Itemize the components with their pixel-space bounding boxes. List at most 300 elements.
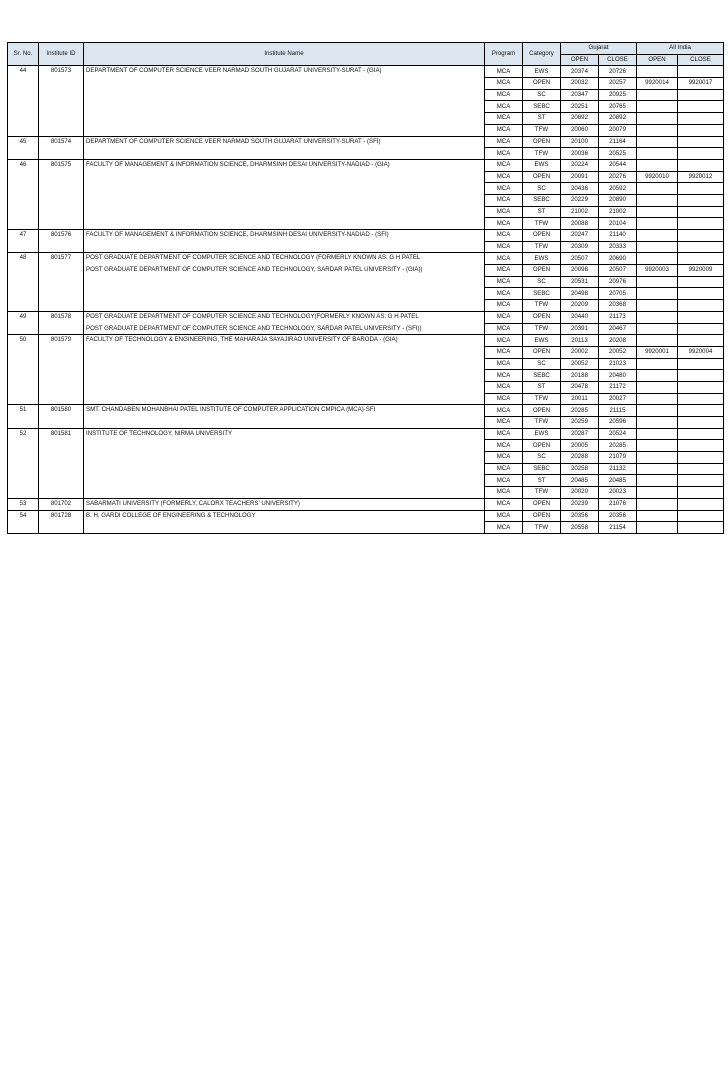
all-india-close-cell [678, 89, 724, 101]
gujarat-close-cell: 20592 [599, 183, 637, 195]
gujarat-open-cell: 20440 [561, 311, 599, 323]
gujarat-open-cell: 20032 [561, 78, 599, 90]
category-cell: OPEN [523, 265, 561, 277]
gujarat-open-cell: 20188 [561, 370, 599, 382]
all-india-close-cell [678, 136, 724, 148]
category-cell: TFW [523, 241, 561, 253]
institute-id-cell [39, 522, 84, 534]
institute-id-cell: 801579 [39, 335, 84, 347]
gujarat-close-cell: 20705 [599, 288, 637, 300]
table-row [8, 183, 724, 195]
institute-name-cell [84, 358, 485, 370]
sr-no-cell: 49 [8, 311, 39, 323]
all-india-open-cell: 9920001 [637, 346, 678, 358]
institute-id-cell [39, 183, 84, 195]
table-row [8, 171, 724, 183]
category-cell: OPEN [523, 510, 561, 522]
header-sr-no: Sr. No. [8, 43, 39, 66]
sr-no-cell [8, 124, 39, 136]
table-row [8, 265, 724, 277]
gujarat-close-cell: 20890 [599, 194, 637, 206]
all-india-open-cell [637, 288, 678, 300]
all-india-close-cell [678, 358, 724, 370]
gujarat-open-cell: 20002 [561, 346, 599, 358]
institute-name-cell [84, 300, 485, 312]
category-cell: OPEN [523, 311, 561, 323]
all-india-open-cell [637, 487, 678, 499]
table-row [8, 101, 724, 113]
institute-id-cell [39, 358, 84, 370]
gujarat-close-cell: 21154 [599, 522, 637, 534]
gujarat-close-cell: 20480 [599, 370, 637, 382]
institute-id-cell: 801574 [39, 136, 84, 148]
gujarat-open-cell: 20224 [561, 159, 599, 171]
all-india-close-cell [678, 159, 724, 171]
sr-no-cell: 45 [8, 136, 39, 148]
institute-id-cell [39, 487, 84, 499]
all-india-open-cell [637, 276, 678, 288]
institute-name-cell [84, 452, 485, 464]
sr-no-cell [8, 265, 39, 277]
category-cell: OPEN [523, 498, 561, 510]
all-india-open-cell [637, 159, 678, 171]
sr-no-cell [8, 241, 39, 253]
gujarat-close-cell: 20596 [599, 417, 637, 429]
table-row [8, 206, 724, 218]
institute-id-cell: 801580 [39, 405, 84, 417]
table-row [8, 498, 724, 510]
institute-name-cell [84, 276, 485, 288]
program-cell: MCA [485, 124, 523, 136]
gujarat-close-cell: 21023 [599, 358, 637, 370]
sr-no-cell [8, 183, 39, 195]
gujarat-open-cell: 20356 [561, 510, 599, 522]
institute-name-cell [84, 522, 485, 534]
category-cell: OPEN [523, 440, 561, 452]
sr-no-cell: 50 [8, 335, 39, 347]
gujarat-close-cell: 21079 [599, 452, 637, 464]
all-india-close-cell [678, 498, 724, 510]
program-cell: MCA [485, 78, 523, 90]
category-cell: OPEN [523, 78, 561, 90]
gujarat-open-cell: 20088 [561, 218, 599, 230]
all-india-close-cell [678, 487, 724, 499]
table-row [8, 159, 724, 171]
category-cell: TFW [523, 148, 561, 160]
institute-id-cell [39, 101, 84, 113]
category-cell: EWS [523, 159, 561, 171]
all-india-open-cell [637, 253, 678, 265]
gujarat-open-cell: 20309 [561, 241, 599, 253]
category-cell: TFW [523, 417, 561, 429]
all-india-open-cell [637, 311, 678, 323]
table-row [8, 300, 724, 312]
all-india-close-cell [678, 148, 724, 160]
gujarat-close-cell: 21172 [599, 381, 637, 393]
all-india-open-cell [637, 194, 678, 206]
gujarat-close-cell: 20104 [599, 218, 637, 230]
table-row [8, 522, 724, 534]
all-india-open-cell [637, 101, 678, 113]
gujarat-open-cell: 20478 [561, 381, 599, 393]
category-cell: TFW [523, 393, 561, 405]
institute-id-cell [39, 218, 84, 230]
table-row [8, 358, 724, 370]
gujarat-close-cell: 20690 [599, 253, 637, 265]
all-india-close-cell [678, 230, 724, 242]
institute-name-cell: POST GRADUATE DEPARTMENT OF COMPUTER SCIENCE AND TECHNOLOGY (FORMERLY KNOWN AS: G H PATEL [84, 253, 485, 265]
sr-no-cell [8, 78, 39, 90]
institute-id-cell [39, 265, 84, 277]
program-cell: MCA [485, 66, 523, 78]
program-cell: MCA [485, 522, 523, 534]
all-india-close-cell: 9920004 [678, 346, 724, 358]
gujarat-open-cell: 20436 [561, 183, 599, 195]
gujarat-open-cell: 20391 [561, 323, 599, 335]
all-india-open-cell [637, 393, 678, 405]
program-cell: MCA [485, 89, 523, 101]
all-india-open-cell [637, 358, 678, 370]
all-india-open-cell [637, 206, 678, 218]
program-cell: MCA [485, 475, 523, 487]
all-india-close-cell [678, 417, 724, 429]
gujarat-close-cell: 20525 [599, 148, 637, 160]
all-india-close-cell [678, 300, 724, 312]
sr-no-cell: 51 [8, 405, 39, 417]
program-cell: MCA [485, 311, 523, 323]
all-india-open-cell [637, 498, 678, 510]
program-cell: MCA [485, 510, 523, 522]
table-row [8, 510, 724, 522]
institute-id-cell [39, 475, 84, 487]
all-india-open-cell [637, 136, 678, 148]
institute-name-cell [84, 241, 485, 253]
program-cell: MCA [485, 417, 523, 429]
program-cell: MCA [485, 498, 523, 510]
all-india-close-cell [678, 381, 724, 393]
table-row [8, 253, 724, 265]
gujarat-close-cell: 20544 [599, 159, 637, 171]
header-institute-name: Institute Name [84, 43, 485, 66]
all-india-close-cell: 9920012 [678, 171, 724, 183]
gujarat-open-cell: 20098 [561, 265, 599, 277]
category-cell: SEBC [523, 101, 561, 113]
institute-id-cell [39, 171, 84, 183]
gujarat-open-cell: 20036 [561, 148, 599, 160]
gujarat-open-cell: 20288 [561, 452, 599, 464]
gujarat-close-cell: 20726 [599, 66, 637, 78]
institute-id-cell [39, 89, 84, 101]
all-india-close-cell [678, 475, 724, 487]
institute-name-cell: POST GRADUATE DEPARTMENT OF COMPUTER SCIENCE AND TECHNOLOGY, SARDAR PATEL UNIVERSITY - (SFI)) [84, 323, 485, 335]
institute-name-cell [84, 78, 485, 90]
category-cell: EWS [523, 335, 561, 347]
sr-no-cell [8, 463, 39, 475]
gujarat-open-cell: 20091 [561, 171, 599, 183]
all-india-open-cell: 9920014 [637, 78, 678, 90]
all-india-close-cell [678, 323, 724, 335]
category-cell: SC [523, 452, 561, 464]
category-cell: SC [523, 358, 561, 370]
gujarat-open-cell: 20558 [561, 522, 599, 534]
all-india-open-cell [637, 417, 678, 429]
all-india-open-cell [637, 113, 678, 125]
all-india-open-cell [637, 89, 678, 101]
institute-name-cell: B. H. GARDI COLLEGE OF ENGINEERING & TECHNOLOGY [84, 510, 485, 522]
all-india-close-cell: 9920009 [678, 265, 724, 277]
all-india-open-cell [637, 475, 678, 487]
sr-no-cell: 44 [8, 66, 39, 78]
institute-id-cell [39, 346, 84, 358]
category-cell: ST [523, 206, 561, 218]
table-row [8, 475, 724, 487]
institute-name-cell: SABARMATI UNIVERSITY (FORMERLY, CALORX TEACHERS' UNIVERSITY) [84, 498, 485, 510]
gujarat-close-cell: 20276 [599, 171, 637, 183]
category-cell: TFW [523, 522, 561, 534]
institute-name-cell: FACULTY OF MANAGEMENT & INFORMATION SCIENCE, DHARMSINH DESAI UNIVERSITY-NADIAD - (SFI) [84, 230, 485, 242]
sr-no-cell [8, 358, 39, 370]
category-cell: OPEN [523, 405, 561, 417]
gujarat-close-cell: 21132 [599, 463, 637, 475]
program-cell: MCA [485, 452, 523, 464]
sr-no-cell [8, 101, 39, 113]
institute-id-cell [39, 276, 84, 288]
table-row [8, 346, 724, 358]
sr-no-cell [8, 487, 39, 499]
gujarat-open-cell: 20287 [561, 428, 599, 440]
institute-name-cell [84, 288, 485, 300]
all-india-open-cell [637, 370, 678, 382]
program-cell: MCA [485, 218, 523, 230]
gujarat-open-cell: 20011 [561, 393, 599, 405]
all-india-open-cell [637, 510, 678, 522]
gujarat-open-cell: 21002 [561, 206, 599, 218]
table-row [8, 405, 724, 417]
sr-no-cell [8, 288, 39, 300]
all-india-close-cell [678, 113, 724, 125]
institute-id-cell: 801577 [39, 253, 84, 265]
category-cell: ST [523, 475, 561, 487]
category-cell: EWS [523, 253, 561, 265]
category-cell: TFW [523, 300, 561, 312]
institute-id-cell [39, 194, 84, 206]
category-cell: TFW [523, 323, 561, 335]
program-cell: MCA [485, 440, 523, 452]
gujarat-open-cell: 20507 [561, 253, 599, 265]
gujarat-open-cell: 20209 [561, 300, 599, 312]
sr-no-cell [8, 522, 39, 534]
all-india-close-cell [678, 206, 724, 218]
sr-no-cell [8, 171, 39, 183]
institute-id-cell [39, 440, 84, 452]
institute-id-cell [39, 393, 84, 405]
program-cell: MCA [485, 323, 523, 335]
gujarat-close-cell: 21115 [599, 405, 637, 417]
table-row [8, 463, 724, 475]
table-row [8, 440, 724, 452]
program-cell: MCA [485, 393, 523, 405]
category-cell: OPEN [523, 136, 561, 148]
program-cell: MCA [485, 265, 523, 277]
gujarat-open-cell: 20239 [561, 498, 599, 510]
institute-id-cell [39, 124, 84, 136]
gujarat-open-cell: 20052 [561, 358, 599, 370]
institute-id-cell [39, 206, 84, 218]
institute-name-cell [84, 124, 485, 136]
sr-no-cell [8, 440, 39, 452]
program-cell: MCA [485, 300, 523, 312]
gujarat-close-cell: 21173 [599, 311, 637, 323]
sr-no-cell [8, 206, 39, 218]
gujarat-close-cell: 20023 [599, 487, 637, 499]
gujarat-close-cell: 20976 [599, 276, 637, 288]
category-cell: TFW [523, 487, 561, 499]
institute-id-cell: 801728 [39, 510, 84, 522]
table-row [8, 311, 724, 323]
gujarat-close-cell: 20925 [599, 89, 637, 101]
all-india-open-cell: 9920003 [637, 265, 678, 277]
gujarat-open-cell: 20020 [561, 487, 599, 499]
sr-no-cell [8, 346, 39, 358]
table-row [8, 230, 724, 242]
all-india-close-cell [678, 440, 724, 452]
institute-name-cell: DEPARTMENT OF COMPUTER SCIENCE VEER NARMAD SOUTH GUJARAT UNIVERSITY-SURAT - (GIA) [84, 66, 485, 78]
all-india-open-cell [637, 300, 678, 312]
sr-no-cell [8, 276, 39, 288]
program-cell: MCA [485, 335, 523, 347]
gujarat-close-cell: 20507 [599, 265, 637, 277]
category-cell: TFW [523, 218, 561, 230]
sr-no-cell: 54 [8, 510, 39, 522]
gujarat-close-cell: 21076 [599, 498, 637, 510]
program-cell: MCA [485, 288, 523, 300]
institute-name-cell [84, 171, 485, 183]
institute-id-cell [39, 300, 84, 312]
all-india-open-cell [637, 183, 678, 195]
gujarat-open-cell: 20005 [561, 440, 599, 452]
institute-name-cell: POST GRADUATE DEPARTMENT OF COMPUTER SCIENCE AND TECHNOLOGY, SARDAR PATEL UNIVERSITY - (GIA)) [84, 265, 485, 277]
sr-no-cell: 52 [8, 428, 39, 440]
category-cell: SEBC [523, 288, 561, 300]
gujarat-open-cell: 20113 [561, 335, 599, 347]
gujarat-close-cell: 20368 [599, 300, 637, 312]
category-cell: TFW [523, 124, 561, 136]
program-cell: MCA [485, 428, 523, 440]
all-india-close-cell [678, 183, 724, 195]
program-cell: MCA [485, 136, 523, 148]
category-cell: SEBC [523, 194, 561, 206]
gujarat-close-cell: 20356 [599, 510, 637, 522]
category-cell: SC [523, 89, 561, 101]
header-gujarat-close: CLOSE [599, 54, 637, 66]
sr-no-cell [8, 218, 39, 230]
gujarat-close-cell: 20892 [599, 113, 637, 125]
institute-id-cell: 801581 [39, 428, 84, 440]
all-india-open-cell [637, 463, 678, 475]
gujarat-close-cell: 20467 [599, 323, 637, 335]
header-gujarat-open: OPEN [561, 54, 599, 66]
program-cell: MCA [485, 463, 523, 475]
all-india-close-cell [678, 241, 724, 253]
all-india-open-cell [637, 230, 678, 242]
institute-id-cell [39, 323, 84, 335]
all-india-close-cell [678, 101, 724, 113]
institute-name-cell [84, 346, 485, 358]
institute-name-cell [84, 475, 485, 487]
table-row [8, 335, 724, 347]
institute-id-cell [39, 288, 84, 300]
institute-name-cell [84, 440, 485, 452]
institute-name-cell: DEPARTMENT OF COMPUTER SCIENCE VEER NARMAD SOUTH GUJARAT UNIVERSITY-SURAT - (SFI) [84, 136, 485, 148]
all-india-close-cell: 9920017 [678, 78, 724, 90]
institute-name-cell [84, 206, 485, 218]
program-cell: MCA [485, 171, 523, 183]
institute-id-cell: 801702 [39, 498, 84, 510]
gujarat-open-cell: 20531 [561, 276, 599, 288]
institute-name-cell: POST GRADUATE DEPARTMENT OF COMPUTER SCIENCE AND TECHNOLOGY(FORMERLY KNOWN AS: G H PATEL [84, 311, 485, 323]
all-india-close-cell [678, 276, 724, 288]
gujarat-close-cell: 20027 [599, 393, 637, 405]
gujarat-close-cell: 20285 [599, 440, 637, 452]
sr-no-cell [8, 452, 39, 464]
all-india-close-cell [678, 510, 724, 522]
gujarat-close-cell: 20485 [599, 475, 637, 487]
gujarat-open-cell: 20259 [561, 417, 599, 429]
all-india-open-cell [637, 241, 678, 253]
gujarat-close-cell: 20052 [599, 346, 637, 358]
table-body [8, 66, 724, 534]
sr-no-cell [8, 381, 39, 393]
institute-id-cell [39, 452, 84, 464]
table-row [8, 124, 724, 136]
gujarat-open-cell: 20285 [561, 405, 599, 417]
all-india-open-cell [637, 323, 678, 335]
all-india-open-cell [637, 522, 678, 534]
all-india-close-cell [678, 311, 724, 323]
table-row [8, 323, 724, 335]
program-cell: MCA [485, 194, 523, 206]
institute-id-cell: 801576 [39, 230, 84, 242]
institute-name-cell [84, 101, 485, 113]
table-row [8, 218, 724, 230]
institute-name-cell: SMT. CHANDABEN MOHANBHAI PATEL INSTITUTE OF COMPUTER APPLICATION CMPICA (MCA)-SFI [84, 405, 485, 417]
sr-no-cell [8, 475, 39, 487]
gujarat-close-cell: 20257 [599, 78, 637, 90]
category-cell: ST [523, 113, 561, 125]
category-cell: ST [523, 381, 561, 393]
all-india-open-cell [637, 440, 678, 452]
sr-no-cell [8, 300, 39, 312]
institute-id-cell [39, 417, 84, 429]
institute-name-cell [84, 183, 485, 195]
table-row [8, 78, 724, 90]
header-institute-id: Institute ID [39, 43, 84, 66]
sr-no-cell: 47 [8, 230, 39, 242]
table-row [8, 148, 724, 160]
gujarat-open-cell: 20251 [561, 101, 599, 113]
institute-name-cell: FACULTY OF MANAGEMENT & INFORMATION SCIENCE, DHARMSINH DESAI UNIVERSITY-NADIAD - (GIA) [84, 159, 485, 171]
institute-name-cell: FACULTY OF TECHNOLOGY & ENGINEERING, THE MAHARAJA SAYAJIRAO UNIVERSITY OF BARODA - (GIA) [84, 335, 485, 347]
table-row [8, 381, 724, 393]
category-cell: OPEN [523, 346, 561, 358]
institute-name-cell [84, 417, 485, 429]
header-all-india: All India [637, 43, 724, 55]
all-india-open-cell [637, 66, 678, 78]
program-cell: MCA [485, 358, 523, 370]
table-row [8, 370, 724, 382]
institute-id-cell [39, 113, 84, 125]
institute-name-cell [84, 218, 485, 230]
